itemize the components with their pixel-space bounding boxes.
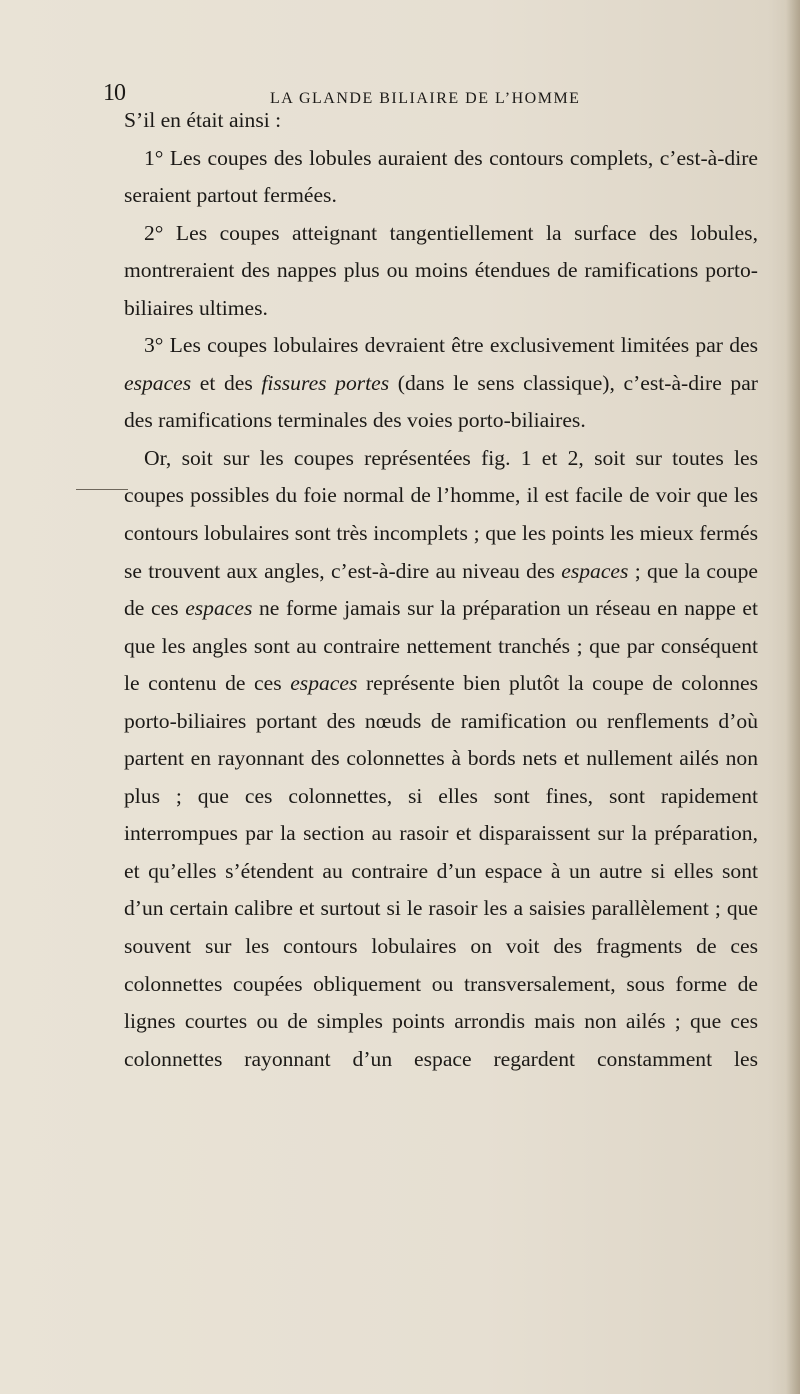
italic-term-espaces: espaces xyxy=(124,370,192,395)
main-paragraph-text-a: Or, soit sur les coupes représentées fig. 1 et 2, soit sur toutes les coupes possibles du foie normal de l’homme, il est facile de voir que les contours lobulaires sont très incomplets ; que les points les mieux fermés se trouvent aux angles, c’est-à-dire au niveau des xyxy=(124,445,758,583)
main-paragraph xyxy=(124,440,758,1078)
list-item-3-text-b: et des xyxy=(191,370,262,395)
list-item-3 xyxy=(124,327,758,440)
body-text xyxy=(124,102,758,1078)
italic-term-espaces-1: espaces xyxy=(561,558,629,583)
list-item-2: 2° Les coupes atteignant tangentiellement la surface des lobules, montreraient des nappes plus ou moins étendues de ramifications porto-biliaires ultimes. xyxy=(124,220,758,320)
margin-mark xyxy=(76,489,128,490)
list-item-3-text-c: (dans le sens classique), c’est-à-dire par des ramifications terminales des voies porto-biliaires. xyxy=(124,370,758,433)
page-number: 10 xyxy=(103,80,125,106)
italic-term-espaces-3: espaces xyxy=(290,671,358,696)
list-item-3-text-a: 3° Les coupes lobulaires devraient être exclusivement limitées par des xyxy=(144,333,758,358)
main-paragraph-text-c: ne forme jamais sur la préparation un réseau en nappe et que les angles sont au contraire nettement tranchés ; que par conséquent le contenu de ces xyxy=(124,596,758,696)
italic-term-fissures-portes: fissures portes xyxy=(261,370,390,395)
main-paragraph-text-b: ; que la coupe de ces xyxy=(124,558,758,621)
intro-line: S’il en était ainsi : xyxy=(124,108,282,132)
page-edge-shadow xyxy=(786,0,800,1394)
list-item-1: 1° Les coupes des lobules auraient des contours complets, c’est-à-dire seraient partout fermées. xyxy=(124,145,758,208)
italic-term-espaces-2: espaces xyxy=(185,596,253,621)
main-paragraph-text-d: représente bien plutôt la coupe de colonnes porto-biliaires portant des nœuds de ramification ou renflements d’où partent en rayonnant des colonnettes à bords nets et nullement ailés non plus ; que ces colonnettes, si elles sont fines, sont rapidement interrompues par la section au rasoir et disparaissent sur la préparation, et qu’elles s’étendent au contraire d’un espace à un autre si elles sont d’un certain calibre et surtout si le rasoir les a saisies parallèlement ; que souvent sur les contours lobulaires on voit des fragments de ces colonnettes coupées obliquement ou transversalement, sous forme de lignes courtes ou de simples points arrondis mais non ailés ; que ces colonnettes rayonnant d’un espace regardent constamment les xyxy=(124,671,758,1071)
running-head: LA GLANDE BILIAIRE DE L’HOMME xyxy=(270,90,581,107)
